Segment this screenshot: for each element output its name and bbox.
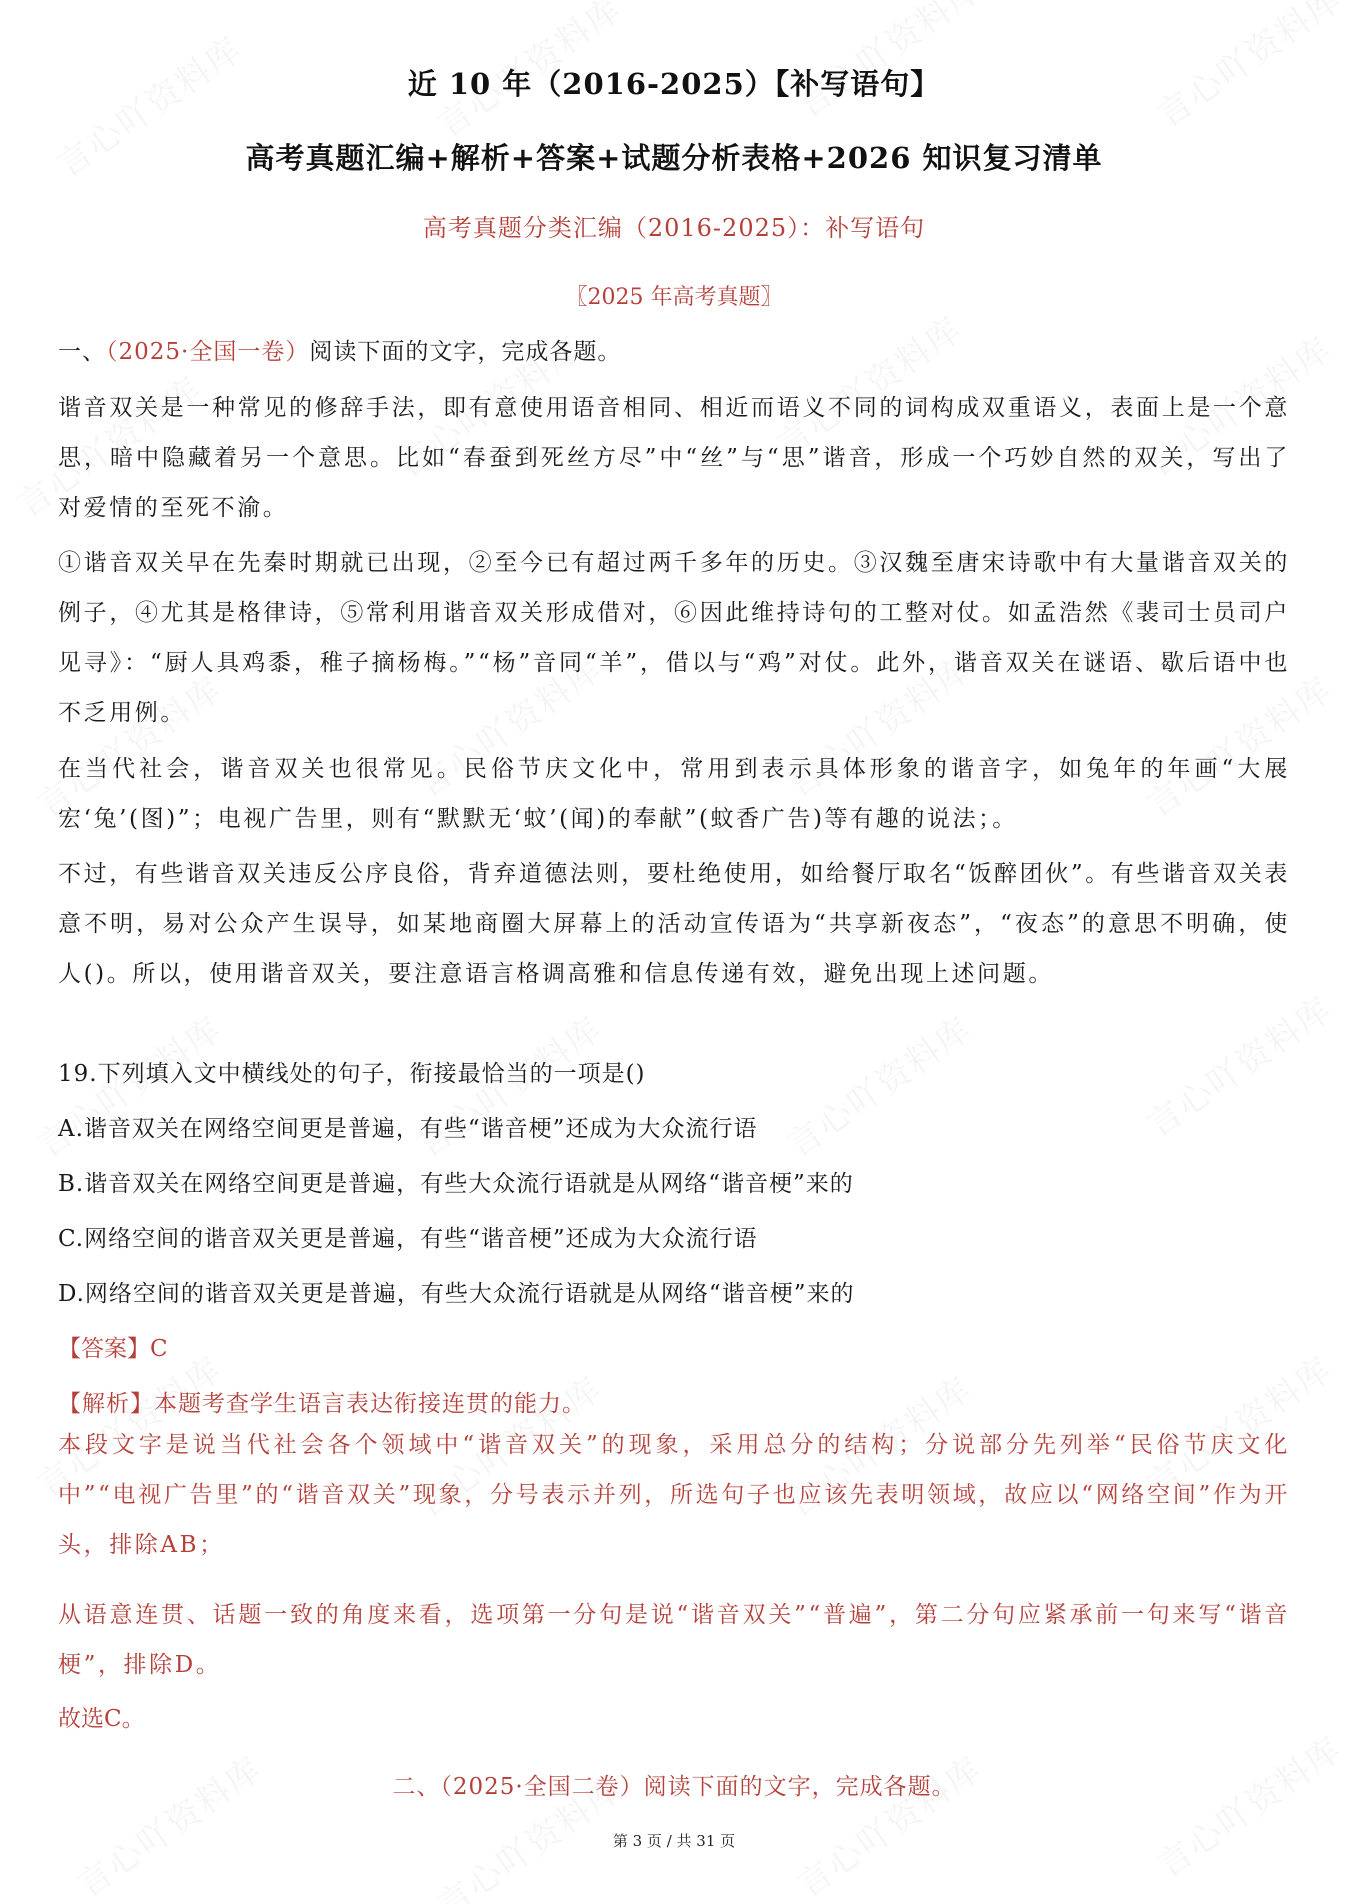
question-source: （2025·全国一卷） <box>106 339 310 365</box>
option-d: D.网络空间的谐音双关更是普遍，有些大众流行语就是从网络“谐音梗”来的 <box>58 1281 855 1307</box>
watermark <box>1135 982 1340 1146</box>
section-tag: 〖2025 年高考真题〗 <box>565 285 783 310</box>
passage-paragraph: ①谐音双关早在先秦时期就已出现，②至今已有超过两千多年的历史。③汉魏至唐宋诗歌中有大量谐音双关的例子，④尤其是格律诗，⑤常利用谐音双关形成借对，⑥因此维持诗句的工整对仗。如孟浩然《裴司士员司户见寻》：“厨人具鸡黍，稚子摘杨梅。”“杨”音同“羊”，借以与“鸡”对仗。此外，谐音双关在谜语、歇后语中也不乏用例。 <box>58 550 1290 726</box>
page-footer: 第 3 页 / 共 31 页 <box>612 1832 736 1850</box>
answer-value: C <box>150 1336 168 1362</box>
passage-paragraph: 谐音双关是一种常见的修辞手法，即有意使用语音相同、相近而语义不同的词构成双重语义，表面上是一个意思，暗中隐藏着另一个意思。比如“春蚕到死丝方尽”中“丝”与“思”谐音，形成一个巧妙自然的双关，写出了对爱情的至死不渝。 <box>58 395 1290 521</box>
analysis-label: 【解析】 <box>58 1391 154 1417</box>
document-title: 近 10 年（2016-2025）【补写语句】 <box>407 67 941 101</box>
option-b: B.谐音双关在网络空间更是普遍，有些大众流行语就是从网络“谐音梗”来的 <box>58 1171 854 1197</box>
analysis-line <box>58 1385 586 1418</box>
question-stem: 19.下列填入文中横线处的句子，衔接最恰当的一项是() <box>58 1061 646 1087</box>
category-heading: 高考真题分类汇编（2016-2025）：补写语句 <box>422 214 926 242</box>
answer-label: 【答案】 <box>58 1336 150 1362</box>
analysis-paragraph: 从语意连贯、话题一致的角度来看，选项第一分句是说“谐音双关”“普遍”，第二分句应紧承前一句来写“谐音梗”，排除D。 <box>58 1602 1290 1678</box>
passage-paragraph: 在当代社会，谐音双关也很常见。民俗节庆文化中，常用到表示具体形象的谐音字，如兔年的年画“大展宏‘兔’(图)”；电视广告里，则有“默默无‘蚊’(闻)的奉献”(蚊香广告)等有趣的说法；。 <box>58 756 1290 832</box>
analysis-intro: 本题考查学生语言表达衔接连贯的能力。 <box>154 1391 586 1417</box>
answer-line <box>58 1330 168 1363</box>
document-subtitle: 高考真题汇编+解析+答案+试题分析表格+2026 知识复习清单 <box>245 141 1103 175</box>
watermark <box>785 1742 990 1904</box>
question-number: 一、 <box>58 339 106 365</box>
option-c: C.网络空间的谐音双关更是普遍，有些“谐音梗”还成为大众流行语 <box>58 1226 758 1252</box>
question-2-header: 二、（2025·全国二卷）阅读下面的文字，完成各题。 <box>392 1774 956 1800</box>
passage-paragraph: 不过，有些谐音双关违反公序良俗，背弃道德法则，要杜绝使用，如给餐厅取名“饭醉团伙”。有些谐音双关表意不明，易对公众产生误导，如某地商圈大屏幕上的活动宣传语为“共享新夜态”，“夜态”的意思不明确，使人()。所以，使用谐音双关，要注意语言格调高雅和信息传递有效，避免出现上述问题。 <box>58 861 1290 987</box>
option-a: A.谐音双关在网络空间更是普遍，有些“谐音梗”还成为大众流行语 <box>58 1116 758 1142</box>
analysis-paragraph: 本段文字是说当代社会各个领域中“谐音双关”的现象，采用总分的结构；分说部分先列举“民俗节庆文化中”“电视广告里”的“谐音双关”现象，分号表示并列，所选句子也应该先表明领域，故应以“网络空间”作为开头，排除AB； <box>58 1432 1290 1558</box>
watermark <box>1145 1722 1346 1886</box>
watermark <box>775 1002 980 1166</box>
question-header <box>58 333 621 366</box>
watermark <box>65 1742 270 1904</box>
question-instruction: 阅读下面的文字，完成各题。 <box>309 339 622 365</box>
analysis-conclusion: 故选C。 <box>58 1706 145 1732</box>
